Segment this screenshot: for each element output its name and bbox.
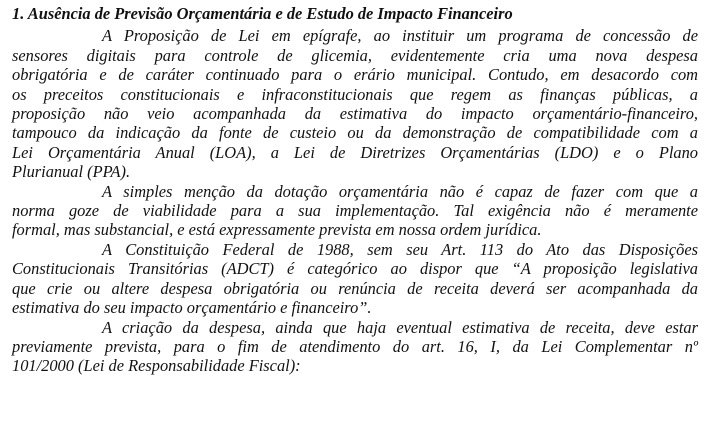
paragraph-line: Plurianual (PPA). — [12, 162, 131, 182]
paragraph-impacto-orcamentario — [12, 26, 698, 181]
paragraph-line: Constitucionais Transitórias (ADCT) é categórico ao dispor que “A proposição legislativa — [12, 259, 698, 279]
document-body — [12, 4, 698, 376]
paragraph-line: A Constituição Federal de 1988, sem seu Art. 113 do Ato das Disposições — [102, 239, 698, 259]
paragraph-line: A Proposição de Lei em epígrafe, ao instituir um programa de concessão de — [102, 26, 698, 46]
paragraph-line: A simples menção da dotação orçamentária não é capaz de fazer com que a — [102, 181, 698, 201]
paragraph-line: proposição não veio acompanhada da estimativa do impacto orçamentário-financeiro, — [12, 104, 698, 124]
paragraph-line: A criação da despesa, ainda que haja eventual estimativa de receita, deve estar — [102, 317, 698, 337]
paragraph-line: norma goze de viabilidade para a sua implementação. Tal exigência não é meramente — [12, 201, 698, 221]
paragraph-line: tampouco da indicação da fonte de custeio ou da demonstração de compatibilidade com a — [12, 123, 698, 143]
paragraph-line: que crie ou altere despesa obrigatória ou renúncia de receita deverá ser acompanhada da — [12, 278, 698, 298]
paragraph-lrf — [12, 318, 698, 376]
paragraph-line: estimativa do seu impacto orçamentário e financeiro”. — [12, 298, 372, 318]
paragraph-line: os preceitos constitucionais e infraconstitucionais que regem as finanças públicas, a — [12, 84, 698, 104]
paragraph-line: 101/2000 (Lei de Responsabilidade Fiscal): — [12, 356, 301, 376]
paragraph-line: previamente prevista, para o fim de atendimento do art. 16, I, da Lei Complementar nº — [12, 336, 698, 356]
paragraph-line: Lei Orçamentária Anual (LOA), a Lei de Diretrizes Orçamentárias (LDO) e o Plano — [12, 142, 698, 162]
paragraph-dotacao — [12, 182, 698, 240]
paragraph-line: obrigatória e de caráter continuado para o erário municipal. Contudo, em desacordo com — [12, 65, 698, 85]
paragraph-line: sensores digitais para controle de glicemia, evidentemente cria uma nova despesa — [12, 45, 698, 65]
section-heading: 1. Ausência de Previsão Orçamentária e de Estudo de Impacto Financeiro — [12, 4, 513, 23]
paragraph-line: formal, mas substancial, e está expressamente prevista em nossa ordem jurídica. — [12, 220, 542, 240]
paragraph-constituicao — [12, 240, 698, 318]
